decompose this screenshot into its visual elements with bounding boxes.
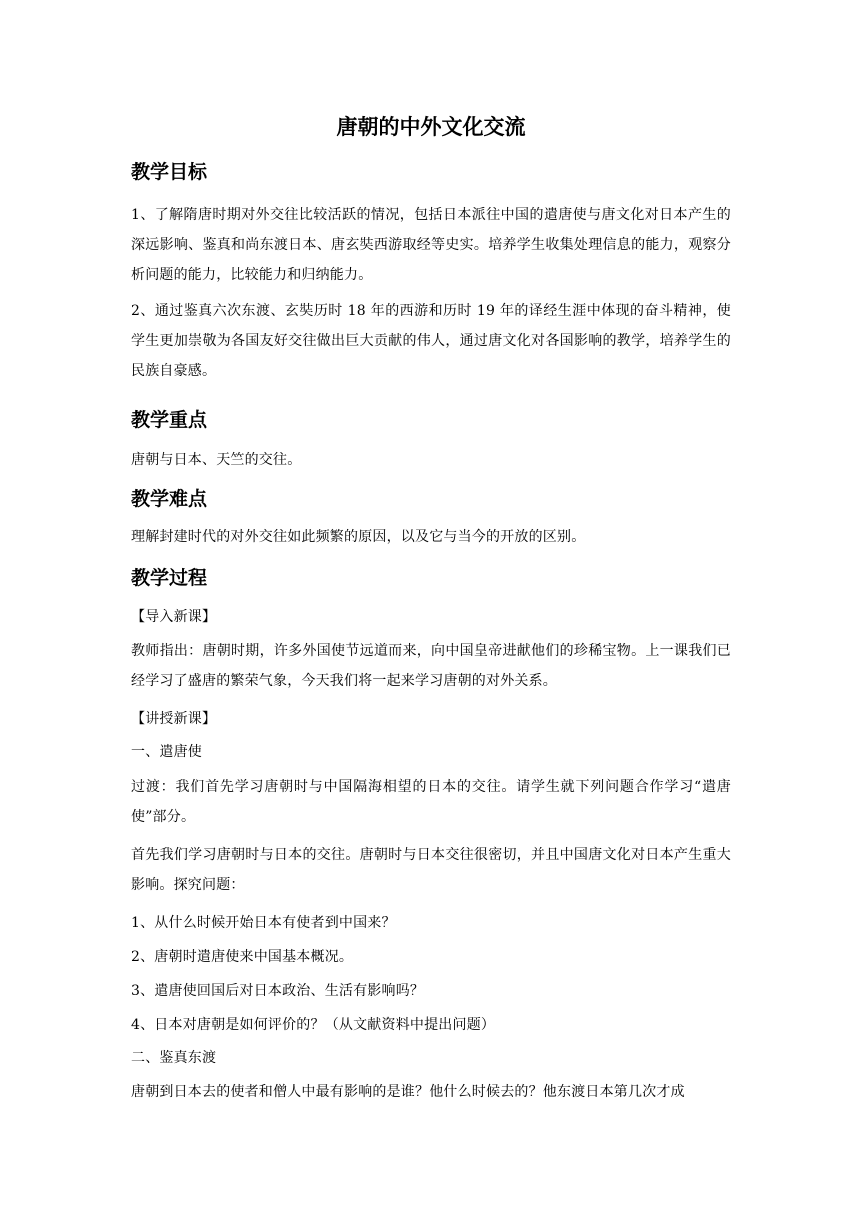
intro-paragraph: 教师指出：唐朝时期，许多外国使节远道而来，向中国皇帝进献他们的珍稀宝物。上一课我们已经学习了盛唐的繁荣气象，今天我们将一起来学习唐朝的对外关系。 xyxy=(131,643,731,689)
key-points-paragraph: 唐朝与日本、天竺的交往。 xyxy=(131,452,302,468)
question-2: 2、唐朝时遣唐使来中国基本概况。 xyxy=(131,949,354,965)
lecture-label: 【讲授新课】 xyxy=(131,711,217,727)
intro-label: 【导入新课】 xyxy=(131,609,217,625)
transition-paragraph: 过渡：我们首先学习唐朝时与中国隔海相望的日本的交往。请学生就下列问题合作学习“遣唐使”部分。 xyxy=(131,779,731,825)
last-paragraph: 唐朝到日本去的使者和僧人中最有影响的是谁？他什么时候去的？他东渡日本第几次才成 xyxy=(131,1084,685,1100)
heading-difficulties: 教学难点 xyxy=(131,488,208,510)
question-4: 4、日本对唐朝是如何评价的？（从文献资料中提出问题） xyxy=(131,1017,496,1033)
question-3: 3、遣唐使回国后对日本政治、生活有影响吗？ xyxy=(131,983,425,999)
heading-key-points: 教学重点 xyxy=(131,409,208,431)
objectives-paragraph-1: 1、了解隋唐时期对外交往比较活跃的情况，包括日本派往中国的遣唐使与唐文化对日本产生的深远影响、鉴真和尚东渡日本、唐玄奘西游取经等史实。培养学生收集处理信息的能力，观察分析问题的能力，比较能力和归纳能力。 xyxy=(131,207,731,283)
document-title: 唐朝的中外文化交流 xyxy=(336,115,526,139)
heading-objectives: 教学目标 xyxy=(131,161,208,183)
part2-title: 二、鉴真东渡 xyxy=(131,1050,217,1066)
objectives-paragraph-2: 2、通过鉴真六次东渡、玄奘历时 18 年的西游和历时 19 年的译经生涯中体现的奋斗精神，使学生更加崇敬为各国友好交往做出巨大贡献的伟人，通过唐文化对各国影响的教学，培养学生的民族自豪感。 xyxy=(131,303,731,379)
question-1: 1、从什么时候开始日本有使者到中国来？ xyxy=(131,915,396,931)
heading-process: 教学过程 xyxy=(131,567,208,589)
difficulties-paragraph: 理解封建时代的对外交往如此频繁的原因，以及它与当今的开放的区别。 xyxy=(131,529,586,545)
part1-title: 一、遣唐使 xyxy=(131,744,202,760)
first-paragraph: 首先我们学习唐朝时与日本的交往。唐朝时与日本交往很密切，并且中国唐文化对日本产生重大影响。探究问题： xyxy=(131,847,731,893)
